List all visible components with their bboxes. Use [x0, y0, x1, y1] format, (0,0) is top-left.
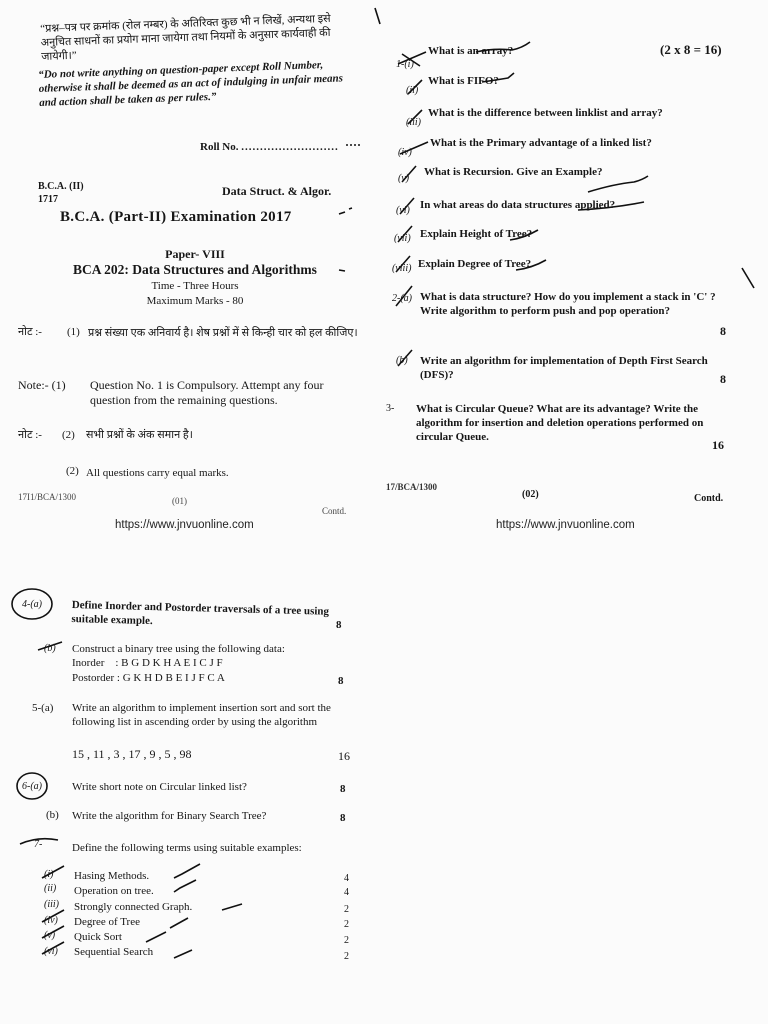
q1-vi-text: In what areas do data structures applied? — [420, 199, 616, 211]
q7-item-num: (iv) — [44, 915, 58, 926]
q1-iii-num: (iii) — [406, 117, 421, 128]
note-hindi-1-label: नोट :- — [18, 326, 42, 338]
note-hindi-1-text: प्रश्न संख्या एक अनिवार्य है। शेष प्रश्नों में से किन्ही चार को हल कीजिए। — [88, 327, 358, 339]
dash-mark — [336, 262, 356, 274]
q7-item-num: (ii) — [44, 883, 57, 894]
q1-iv-text: What is the Primary advantage of a linked list? — [430, 137, 652, 149]
note-en-2-text: All questions carry equal marks. — [86, 467, 229, 479]
q1-i-num: 1-(i) — [396, 59, 414, 70]
roll-no-text: Roll No. — [200, 141, 242, 153]
handwritten-tick — [404, 78, 426, 98]
footer-contd-1: Contd. — [322, 506, 347, 516]
roll-no-label: Roll No. .......................... — [200, 141, 339, 153]
q2a-marks: 8 — [720, 324, 726, 338]
q5-num: 5-(a) — [32, 702, 54, 714]
subject-short: Data Struct. & Algor. — [222, 184, 332, 198]
q7-item-text: Quick Sort — [74, 931, 122, 943]
q4b-postorder: Postorder : G K H D B E I J F C A — [72, 672, 225, 684]
q7-item-num: (v) — [44, 930, 56, 941]
q6a-marks: 8 — [340, 783, 346, 795]
watermark-url-2: https://www.jnvuonline.com — [496, 519, 635, 531]
footer-page-2: (02) — [522, 489, 539, 500]
q1-vii-text: Explain Height of Tree? — [420, 228, 533, 240]
handwritten-underline — [574, 196, 654, 216]
q4a-marks: 8 — [336, 619, 342, 631]
handwritten-tick — [36, 638, 66, 654]
hindi-notice: “प्रश्न–पत्र पर क्रमांक (रोल नम्बर) के अतिरिक्त कुछ भी न लिखें, अन्यथा इसे अनुचित साधनों का प्रयोग माना जायेगा तथा नियमों के अनुसार कार्यवाही की जायेगी।” — [40, 12, 331, 63]
q3-num: 3- — [386, 403, 395, 414]
q5-text: Write an algorithm to implement insertion sort and sort the following list in ascending order by using the algorithm — [72, 702, 331, 728]
q2a-num: 2-(a) — [392, 293, 412, 304]
q1-viii-text: Explain Degree of Tree? — [418, 258, 532, 270]
q7-item-marks: 2 — [344, 919, 349, 930]
handwritten-circle — [14, 770, 54, 806]
q7-item-num: (vi) — [44, 946, 58, 957]
dash-mark — [336, 206, 356, 218]
footer-code-2: 17/BCA/1300 — [386, 482, 438, 492]
watermark-url-1: https://www.jnvuonline.com — [115, 519, 254, 531]
handwritten-tick — [404, 108, 426, 128]
handwritten-tick — [392, 284, 416, 310]
note-hindi-2-text: सभी प्रश्नों के अंक समान है। — [86, 429, 193, 441]
q2a-text: What is data structure? How do you implement a stack in 'C' ? Write algorithm to perform push and pop operation? — [420, 291, 716, 317]
handwritten-tick — [394, 224, 416, 246]
q7-item-text: Sequential Search — [74, 946, 154, 958]
exam-time: Time - Three Hours — [151, 280, 239, 292]
q3-marks: 16 — [712, 438, 724, 452]
handwritten-circle — [8, 584, 58, 626]
page-2 — [384, 0, 768, 540]
page-1 — [0, 0, 380, 540]
code-number: 1717 — [38, 194, 58, 205]
note-hindi-2-num: (2) — [62, 429, 75, 441]
q1-vii-num: (vii) — [394, 233, 411, 244]
q1-i-text: What is an array? — [428, 45, 514, 57]
handwritten-underline — [474, 38, 534, 58]
handwritten-cross — [396, 48, 430, 70]
handwritten-tick — [18, 832, 64, 848]
q4a-num: 4-(a) — [22, 599, 42, 610]
q2b-text: Write an algorithm for implementation of Depth First Search (DFS)? — [420, 355, 708, 381]
q6b-num: (b) — [46, 809, 59, 821]
paper-number: Paper- VIII — [165, 247, 225, 261]
footer-page-1: (01) — [172, 496, 187, 506]
edge-mark — [372, 6, 384, 28]
note-en-2-num: (2) — [66, 465, 79, 477]
q7-item-text: Degree of Tree — [74, 916, 140, 928]
q7-item-marks: 2 — [344, 935, 349, 946]
q2b-num: (b) — [396, 355, 408, 366]
q7-item-marks: 2 — [344, 951, 349, 962]
q1-iii-text: What is the difference between linklist and array? — [428, 107, 663, 119]
q6b-marks: 8 — [340, 812, 346, 824]
q1-v-text: What is Recursion. Give an Example? — [424, 166, 603, 178]
note-hindi-2-label: नोट :- — [18, 429, 42, 441]
q7-item-text: Operation on tree. — [74, 885, 154, 897]
q4b-num: (b) — [44, 643, 56, 654]
handwritten-check — [144, 928, 172, 946]
footer-code-1: 17I1/BCA/1300 — [18, 492, 77, 502]
q7-num: 7- — [34, 839, 43, 850]
q7-item-marks: 4 — [344, 873, 349, 884]
handwritten-tick — [396, 196, 418, 218]
q7-item-marks: 4 — [344, 887, 349, 898]
q4b-inorder: Inorder : B G D K H A E I C J F — [72, 657, 223, 669]
q3-text: What is Circular Queue? What are its advantage? Write the algorithm for insertion and deletion operations performed on circular Queue. — [416, 403, 704, 443]
q6a-text: Write short note on Circular linked list? — [72, 781, 247, 793]
q6b-text: Write the algorithm for Binary Search Tree? — [72, 810, 267, 822]
handwritten-tick — [398, 164, 420, 186]
q4b-text: Construct a binary tree using the following data: — [72, 643, 285, 655]
handwritten-underline — [506, 226, 546, 244]
note-en-1-label: Note:- (1) — [18, 378, 66, 392]
handwritten-check — [220, 898, 246, 916]
handwritten-tick — [392, 254, 414, 276]
handwritten-underline — [584, 174, 654, 196]
q1-vi-num: (vi) — [396, 205, 410, 216]
exam-title: B.C.A. (Part-II) Examination 2017 — [60, 209, 292, 225]
q7-item-num: (i) — [44, 869, 54, 880]
handwritten-tick — [394, 348, 416, 370]
footer-contd-2: Contd. — [694, 493, 724, 504]
handwritten-underline — [512, 256, 552, 274]
q1-ii-num: (ii) — [406, 85, 419, 96]
q6a-num: 6-(a) — [22, 781, 42, 792]
q1-viii-num: (viii) — [392, 263, 412, 274]
dotted-line — [344, 140, 364, 150]
q7-item-num: (iii) — [44, 899, 59, 910]
q7-item-marks: 2 — [344, 904, 349, 915]
paper-title: BCA 202: Data Structures and Algorithms — [73, 262, 317, 277]
handwritten-tick — [398, 138, 432, 160]
page-3 — [0, 560, 384, 1024]
q1-v-num: (v) — [398, 173, 410, 184]
max-marks: Maximum Marks - 80 — [146, 295, 244, 307]
q7-text: Define the following terms using suitable examples: — [72, 842, 302, 854]
edge-mark — [740, 266, 760, 292]
q7-item-text: Strongly connected Graph. — [74, 901, 193, 913]
q2b-marks: 8 — [720, 372, 726, 386]
handwritten-tick — [40, 864, 70, 882]
q5-list: 15 , 11 , 3 , 17 , 9 , 5 , 98 — [72, 747, 192, 761]
note-en-1-text: Question No. 1 is Compulsory. Attempt any four question from the remaining questions. — [90, 378, 324, 407]
marks-header: (2 x 8 = 16) — [660, 42, 722, 57]
course-code: B.C.A. (II) — [38, 181, 84, 192]
q4b-marks: 8 — [338, 675, 344, 687]
handwritten-check — [172, 878, 202, 896]
note-hindi-1-num: (1) — [67, 326, 80, 338]
q1-ii-text: What is FIFO? — [428, 75, 499, 87]
handwritten-tick — [40, 940, 70, 958]
english-notice: “Do not write anything on question-paper except Roll Number, otherwise it shall be deemed as an act of indulging in unfair means and action shall be taken as per rules.” — [38, 59, 344, 109]
q5-marks: 16 — [338, 749, 350, 763]
q4a-text: Define Inorder and Postorder traversals of a tree using suitable example. — [71, 598, 330, 628]
handwritten-underline — [480, 70, 520, 86]
q1-iv-num: (iv) — [398, 147, 412, 158]
q7-item-text: Hasing Methods. — [74, 870, 150, 882]
handwritten-check — [172, 944, 198, 962]
